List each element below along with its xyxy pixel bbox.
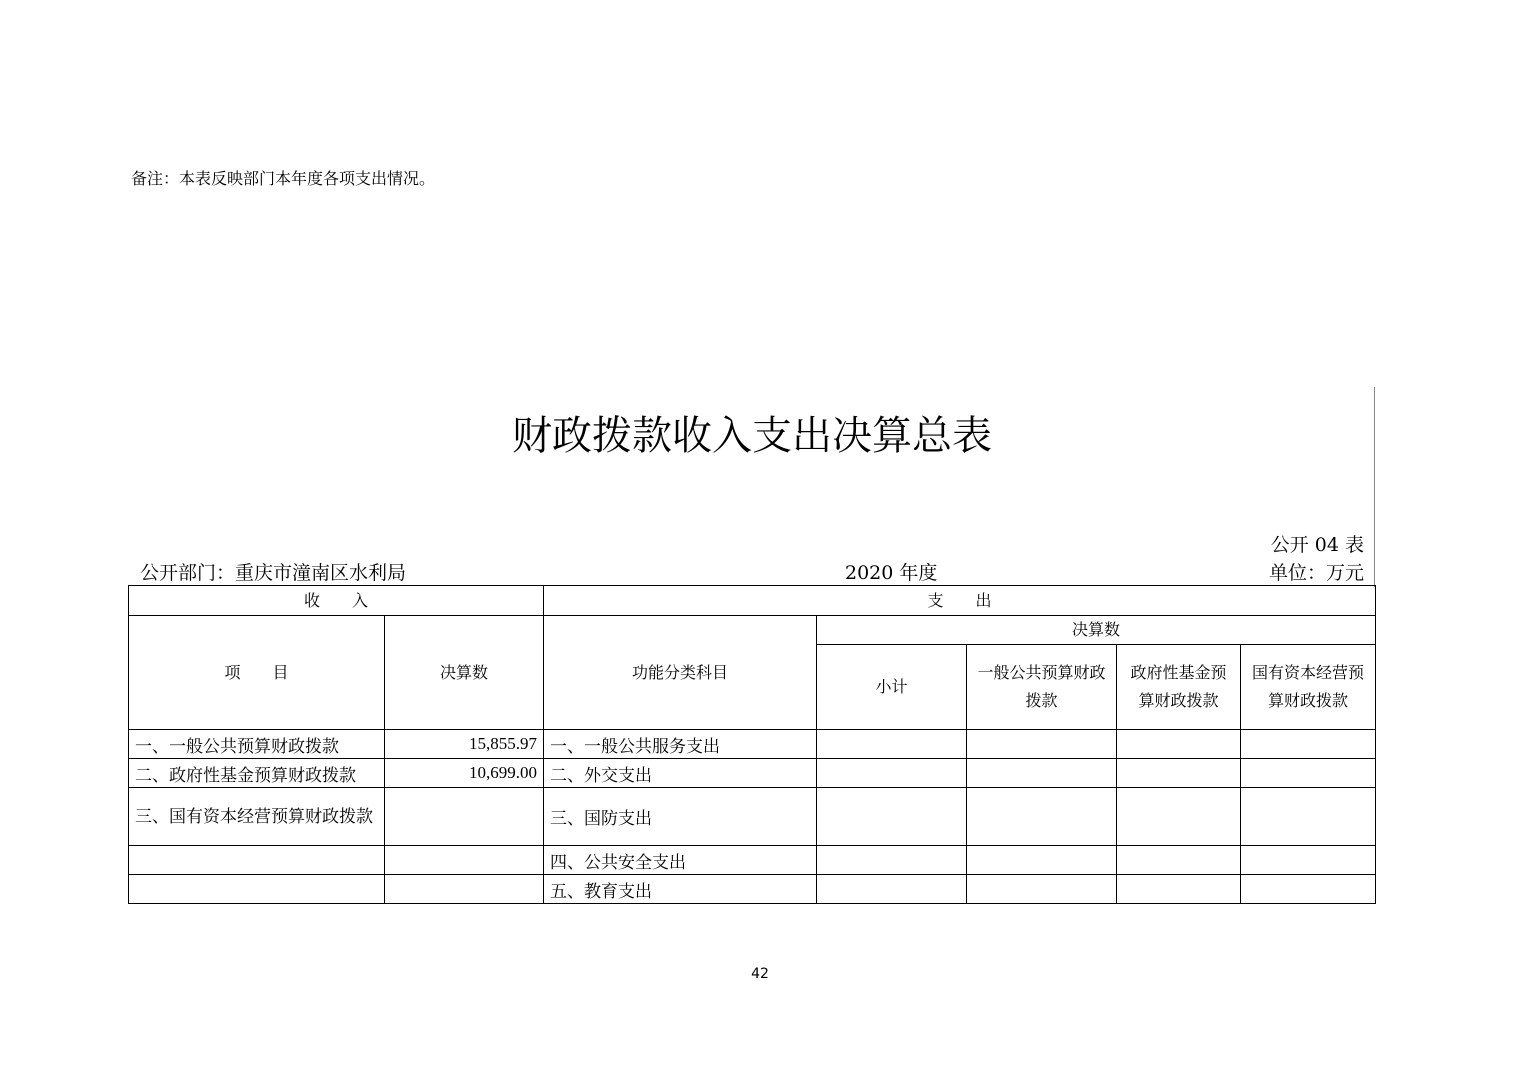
col-fund-header: 政府性基金预算财政拨款 [1117,645,1241,730]
row-function: 二、外交支出 [544,759,817,788]
col-general-header: 一般公共预算财政拨款 [967,645,1117,730]
row-item: 二、政府性基金预算财政拨款 [129,759,385,788]
cell [967,875,1117,904]
cell [817,875,967,904]
row-function: 三、国防支出 [544,788,817,846]
table-row [129,846,1376,875]
table-row [129,759,1376,788]
col-function-header: 功能分类科目 [544,616,817,730]
unit-label: 单位：万元 [1268,562,1364,584]
row-function: 一、一般公共服务支出 [544,730,817,759]
cell [967,759,1117,788]
table-row [129,875,1376,904]
col-item-header: 项 目 [129,616,385,730]
col-subtotal-header: 小计 [817,645,967,730]
table-row [129,730,1376,759]
cell [1241,759,1376,788]
row-item: 一、一般公共预算财政拨款 [129,730,385,759]
col-state-header: 国有资本经营预算财政拨款 [1241,645,1376,730]
table-row [129,788,1376,846]
cell [1241,730,1376,759]
row-function: 四、公共安全支出 [544,846,817,875]
row-function: 五、教育支出 [544,875,817,904]
row-item [129,846,385,875]
row-item [129,875,385,904]
cell [1117,846,1241,875]
cell [1117,788,1241,846]
row-amount: 15,855.97 [385,730,544,759]
budget-table [128,585,1376,904]
row-amount [385,875,544,904]
col-amount-header: 决算数 [385,616,544,730]
expense-header: 支 出 [544,586,1376,616]
cell [817,846,967,875]
cell [1117,730,1241,759]
cell [817,759,967,788]
cell [1117,875,1241,904]
fiscal-year: 2020 年度 [845,562,938,584]
cell [817,730,967,759]
row-amount [385,846,544,875]
row-item: 三、国有资本经营预算财政拨款 [129,788,385,846]
cell [967,788,1117,846]
cell [1241,846,1376,875]
cell [1241,875,1376,904]
row-amount [385,788,544,846]
cell [1117,759,1241,788]
page-title: 财政拨款收入支出决算总表 [512,413,992,459]
footnote: 备注：本表反映部门本年度各项支出情况。 [131,169,436,188]
cell [967,730,1117,759]
cell [817,788,967,846]
page-number: 42 [751,966,769,982]
cell [967,846,1117,875]
form-number: 公开 04 表 [1270,534,1364,556]
col-final-group-header: 决算数 [817,616,1376,645]
department-label: 公开部门：重庆市潼南区水利局 [140,562,407,584]
income-header: 收 入 [129,586,544,616]
cell [1241,788,1376,846]
row-amount: 10,699.00 [385,759,544,788]
